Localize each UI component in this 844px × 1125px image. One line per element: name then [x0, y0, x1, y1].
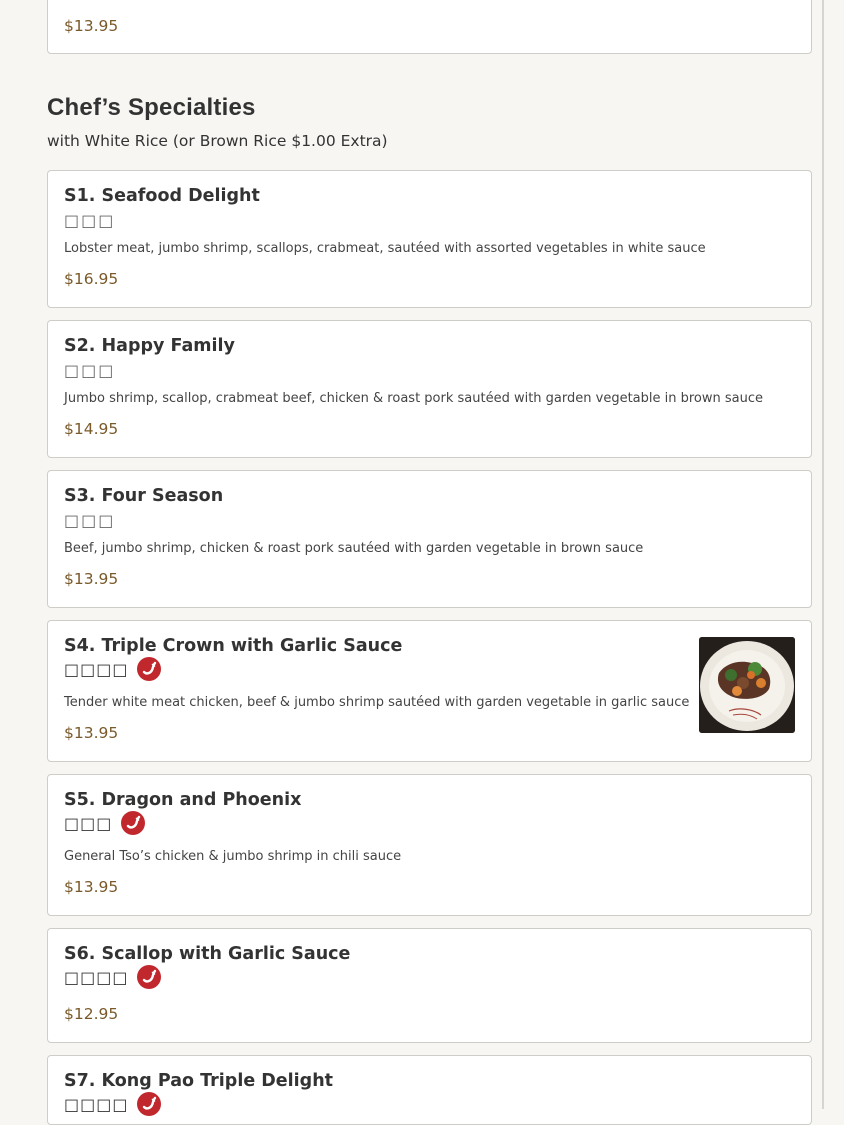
menu-item-card[interactable]: [47, 774, 812, 916]
item-description: Jumbo shrimp, scallop, crabmeat beef, chicken & roast pork sautéed with garden vegetable in brown sauce: [64, 391, 764, 406]
item-chinese-name-row: [64, 1091, 161, 1117]
menu-item-card[interactable]: [47, 170, 812, 308]
menu-item-card[interactable]: [47, 928, 812, 1043]
item-price: $13.95: [64, 570, 119, 588]
item-name: S3. Four Season: [64, 486, 224, 506]
item-chinese-name-row: [64, 656, 161, 682]
item-chinese-name-row: [64, 964, 161, 990]
item-description: Lobster meat, jumbo shrimp, scallops, crabmeat, sautéed with assorted vegetables in white sauce: [64, 241, 706, 256]
menu-item-card[interactable]: [47, 0, 812, 54]
item-chinese-name: □□□□: [64, 1094, 129, 1114]
menu-item-card[interactable]: [47, 470, 812, 608]
item-description: Beef, jumbo shrimp, chicken & roast pork sautéed with garden vegetable in brown sauce: [64, 541, 644, 556]
item-price: $13.95: [64, 724, 119, 742]
item-price: $16.95: [64, 270, 119, 288]
item-chinese-name-row: [64, 357, 115, 383]
item-chinese-name: □□□□: [64, 967, 129, 987]
item-chinese-name: □□□: [64, 210, 116, 230]
item-price: $13.95: [64, 17, 119, 35]
item-chinese-name: □□□□: [64, 659, 129, 679]
item-chinese-name-row: [64, 207, 115, 233]
menu-item-card[interactable]: [47, 320, 812, 458]
item-chinese-name-row: [64, 810, 145, 836]
dish-photo[interactable]: [699, 637, 795, 733]
chili-pepper-icon: [137, 1092, 161, 1116]
item-name: S1. Seafood Delight: [64, 186, 260, 206]
menu-item-card[interactable]: [47, 620, 812, 762]
item-name: S7. Kong Pao Triple Delight: [64, 1071, 334, 1091]
item-chinese-name: □□□: [64, 510, 116, 530]
item-name: S6. Scallop with Garlic Sauce: [64, 944, 351, 964]
item-chinese-name-row: [64, 507, 115, 533]
chili-pepper-icon: [137, 965, 161, 989]
item-description: General Tso’s chicken & jumbo shrimp in chili sauce: [64, 849, 402, 864]
item-chinese-name: □□□: [64, 813, 113, 833]
item-price: $12.95: [64, 1005, 119, 1023]
item-name: S4. Triple Crown with Garlic Sauce: [64, 636, 403, 656]
section-subtitle: with White Rice (or Brown Rice $1.00 Extra): [47, 132, 388, 150]
item-price: $13.95: [64, 878, 119, 896]
menu-item-card[interactable]: [47, 1055, 812, 1125]
item-description: Tender white meat chicken, beef & jumbo shrimp sautéed with garden vegetable in garlic sauce: [64, 695, 690, 710]
chili-pepper-icon: [137, 657, 161, 681]
page-right-border: [822, 0, 824, 1109]
item-price: $14.95: [64, 420, 119, 438]
item-chinese-name: □□□: [64, 360, 116, 380]
item-name: S5. Dragon and Phoenix: [64, 790, 302, 810]
chili-pepper-icon: [121, 811, 145, 835]
section-title: Chef’s Specialties: [47, 94, 256, 121]
item-name: S2. Happy Family: [64, 336, 235, 356]
